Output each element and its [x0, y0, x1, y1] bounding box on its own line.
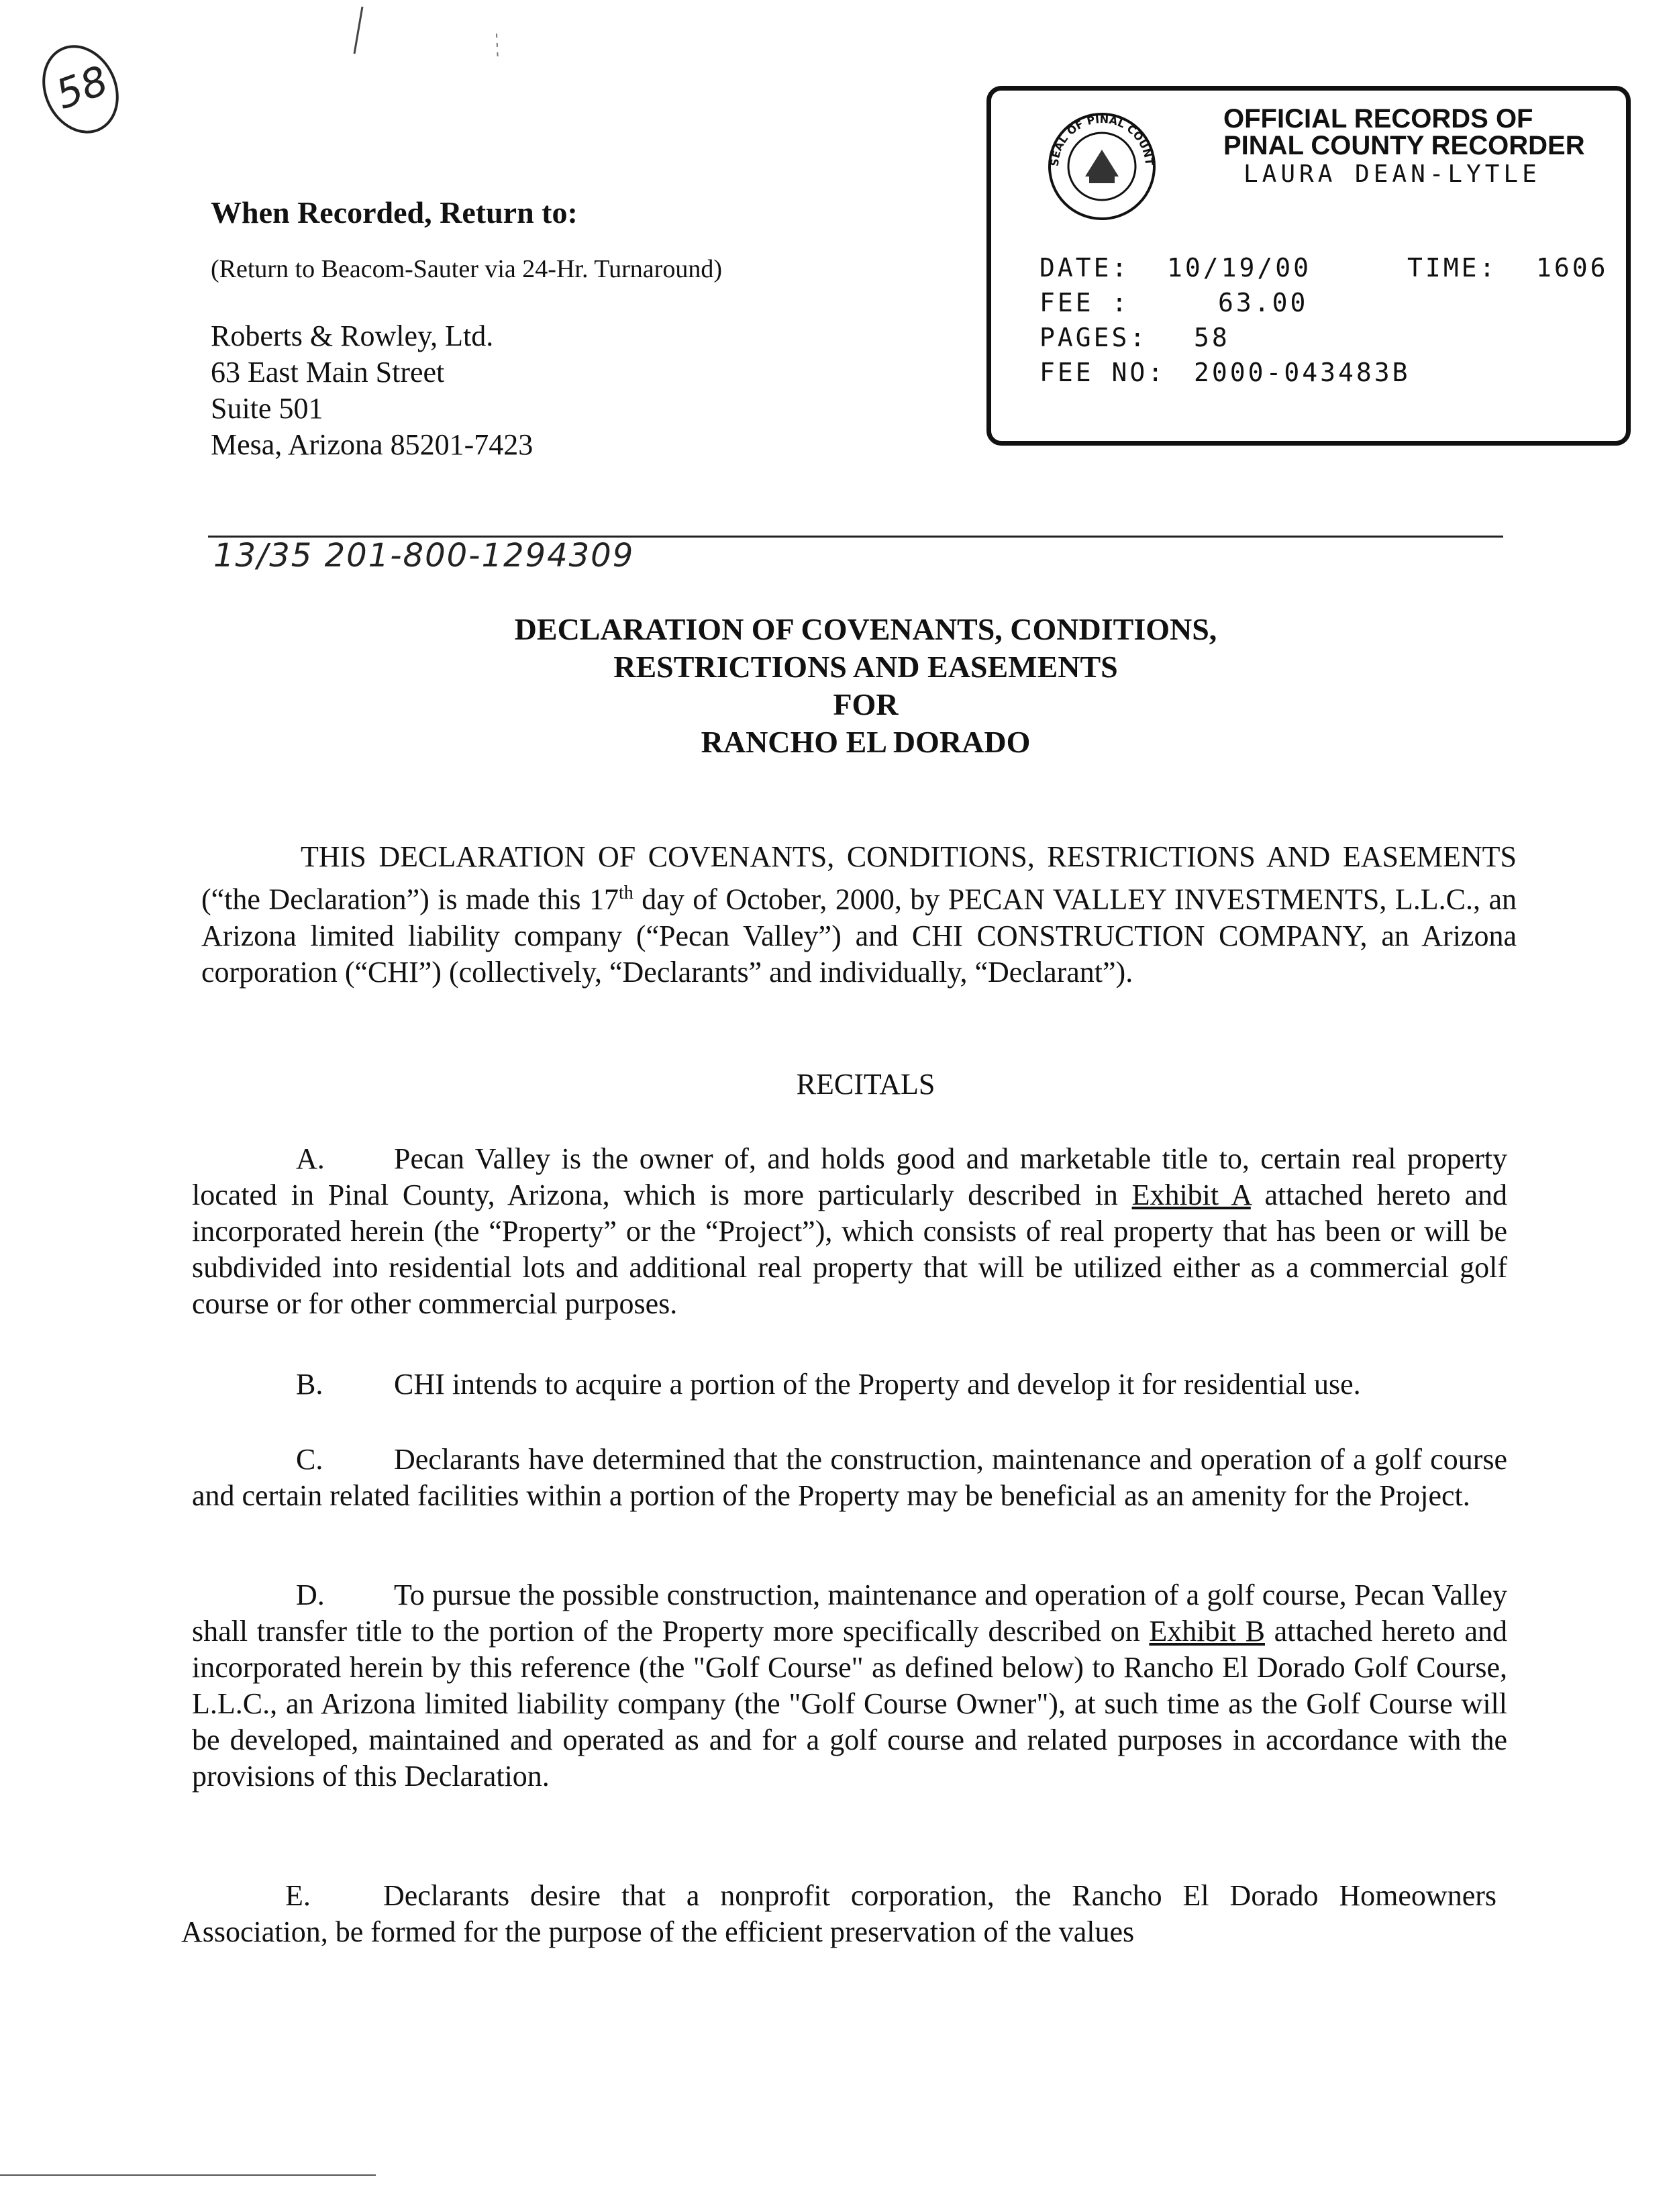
county-seal-icon — [1045, 109, 1159, 223]
recital-b — [192, 1366, 1507, 1403]
recorder-title-1: OFFICIAL RECORDS OF — [1223, 104, 1533, 134]
address-line: 63 East Main Street — [211, 356, 445, 389]
handwritten-reference: 13/35 201-800-1294309 — [213, 537, 635, 574]
date-value: 10/19/00 — [1167, 253, 1312, 283]
address-line: Roberts & Rowley, Ltd. — [211, 319, 494, 352]
intro-paragraph — [201, 839, 1517, 991]
document-title — [201, 611, 1530, 761]
recital-letter: B. — [296, 1368, 323, 1401]
recital-b-text: CHI intends to acquire a portion of the Property and develop it for residential use. — [394, 1368, 1361, 1401]
recital-e-text: Declarants desire that a nonprofit corporation, the Rancho El Dorado Homeowners Association, be formed for the purpose of the efficient preservation of the values — [181, 1879, 1496, 1948]
title-line: RANCHO EL DORADO — [701, 725, 1031, 759]
recorder-stamp-box — [986, 86, 1631, 446]
title-line: DECLARATION OF COVENANTS, CONDITIONS, — [514, 612, 1217, 646]
recorder-name: LAURA DEAN-LYTLE — [1243, 160, 1541, 188]
recital-letter: C. — [296, 1443, 323, 1476]
fee-value: 63.00 — [1218, 288, 1309, 317]
recital-d — [192, 1577, 1507, 1795]
scan-marks — [336, 0, 658, 74]
fee-label: FEE : — [1039, 288, 1130, 317]
exhibit-b-reference: Exhibit B — [1149, 1615, 1265, 1648]
recital-a-text-2: attached hereto and incorporated herein (the “Property” or the “Project”), which consists of real property that has been or will be subdivided into residential lots and additional real property that will be utilized either as a commercial golf course or for other commercial purposes. — [192, 1178, 1507, 1320]
address-line: Mesa, Arizona 85201-7423 — [211, 428, 534, 461]
address-line: Suite 501 — [211, 392, 323, 425]
return-to-block — [211, 195, 815, 463]
seal-text: SEAL OF PINAL COUNT — [1048, 112, 1156, 167]
title-line: FOR — [833, 687, 899, 721]
recital-a-text-1: Pecan Valley is the owner of, and holds good and marketable title to, certain real property located in Pinal County, Arizona, which is more particularly described in — [192, 1142, 1507, 1211]
handwritten-page-count — [39, 39, 122, 140]
recital-d-text-1: To pursue the possible construction, maintenance and operation of a golf course, Pecan Valley shall transfer title to the portion of the Property more specifically described on — [192, 1578, 1507, 1648]
recorder-title-2: PINAL COUNTY RECORDER — [1223, 131, 1585, 160]
recital-e — [181, 1878, 1496, 1950]
intro-text-2: day of October, 2000, by PECAN VALLEY INVESTMENTS, L.L.C., an Arizona limited liability company (“Pecan Valley”) and CHI CONSTRUCTION COMPANY, an Arizona corporation (“CHI”) (collectively, “Declarants” and individually, “Declarant”). — [201, 883, 1517, 989]
recital-c — [192, 1442, 1507, 1514]
intro-text-1: THIS DECLARATION OF COVENANTS, CONDITIONS, RESTRICTIONS AND EASEMENTS (“the Declaration”) is made this 17 — [201, 840, 1517, 916]
pages-label: PAGES: — [1039, 323, 1148, 352]
return-to-heading: When Recorded, Return to: — [211, 195, 578, 230]
intro-superscript: th — [618, 883, 633, 903]
recital-letter: E. — [285, 1879, 311, 1912]
recital-d-text-2: attached hereto and incorporated herein by this reference (the "Golf Course" as defined below) to Rancho El Dorado Golf Course, L.L.C., an Arizona limited liability company (the "Golf Course Owner"), at such time as the Golf Course will be developed, maintained and operated as and for a golf course and related purposes in accordance with the provisions of this Declaration. — [192, 1615, 1508, 1793]
title-line: RESTRICTIONS AND EASEMENTS — [613, 650, 1118, 684]
scan-edge-line — [0, 2174, 376, 2176]
fee-no-label: FEE NO: — [1039, 358, 1166, 387]
pages-value: 58 — [1194, 323, 1230, 352]
fee-no-value: 2000-043483B — [1194, 358, 1411, 387]
recital-c-text: Declarants have determined that the construction, maintenance and operation of a golf course and certain related facilities within a portion of the Property may be beneficial as an amenity for the Project. — [192, 1443, 1507, 1512]
time-value: 1606 — [1536, 253, 1609, 283]
time-label: TIME: — [1407, 253, 1498, 283]
recitals-heading: RECITALS — [796, 1068, 935, 1101]
recital-letter: D. — [296, 1578, 325, 1611]
recital-letter: A. — [296, 1142, 325, 1175]
exhibit-a-reference: Exhibit A — [1131, 1178, 1251, 1211]
recital-a — [192, 1141, 1507, 1322]
date-label: DATE: — [1039, 253, 1130, 283]
handwritten-page-number: 58 — [50, 57, 115, 119]
return-to-note: (Return to Beacom-Sauter via 24-Hr. Turnaround) — [211, 255, 722, 283]
